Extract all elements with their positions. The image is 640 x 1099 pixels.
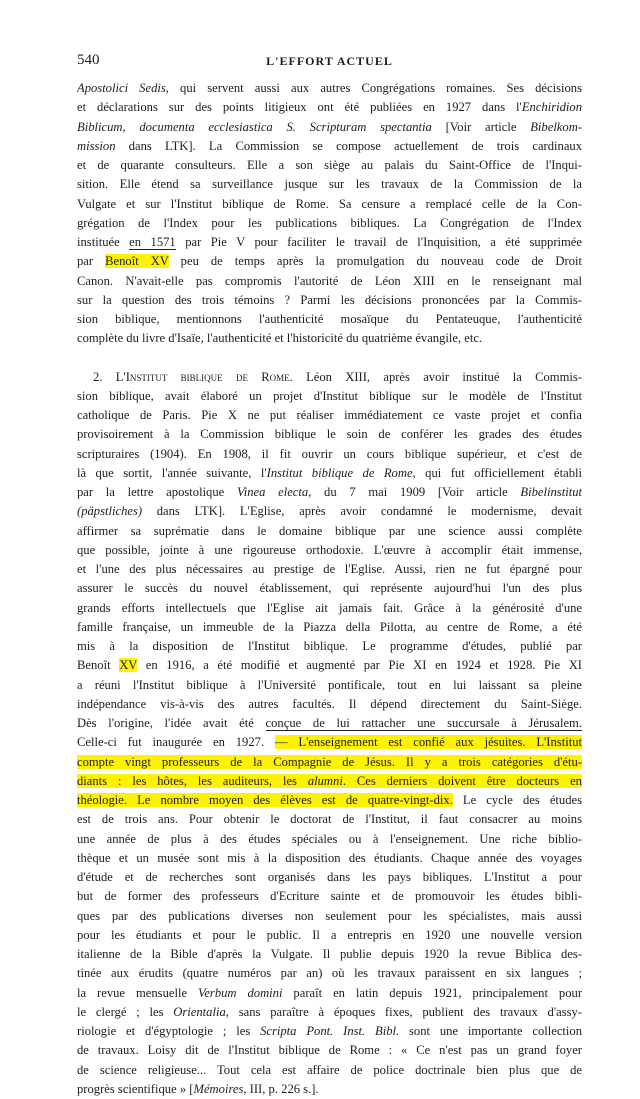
text-line: Celle-ci fut inaugurée en 1927. — L'enseignement est confié aux jésuites. L'Institut [77,733,582,752]
text-line: provisoirement à la Commission biblique le soin de conférer les grades des études [77,425,582,444]
text-line: but de former des professeurs d'Ecriture sainte et de promouvoir les études bibli- [77,887,582,906]
paragraph-gap [77,349,582,368]
text-line: scripturaires (1904). En 1908, il fit ouvrir un cours biblique supérieur, et c'est de [77,445,582,464]
underlined-text: conçue de lui rattacher une succursale à Jérusalem. [266,716,582,731]
text-line: et l'une des plus nécessaires au prestige de l'Eglise. Aussi, rien ne fut épargné pour [77,560,582,579]
highlighted-text: théologie. Le nombre moyen des élèves est de quatre-vingt-dix. [77,793,453,807]
text-line: indépendance vis-à-vis des autres facultés. Il dépend directement du Saint-Siège. [77,695,582,714]
text-line: grégation de l'Index pour les publications bibliques. La Congrégation de l'Index [77,214,582,233]
text-line: Apostolici Sedis, qui servent aussi aux autres Congrégations romaines. Ses décisions [77,79,582,98]
text-line: catholique de Paris. Pie X ne put réaliser immédiatement ce vaste projet et confia [77,406,582,425]
paragraph-institut [77,368,582,1099]
text-line: de science religieuse... Tout cela est affaire de police doctrinale bien plus que de [77,1061,582,1080]
text-line: famille française, un immeuble de la Piazza della Pilotta, au centre de Rome, a été [77,618,582,637]
text-line: assurer le succès du nouvel établissement, qui représente aujourd'hui l'un des plus [77,579,582,598]
text-line: sion biblique, avait élaboré un projet d'Institut biblique sur le modèle de l'Institut [77,387,582,406]
text-line: 2. L'Institut biblique de Rome. Léon XIII, après avoir institué la Commis- [77,368,582,387]
text-line [77,753,582,772]
page-body [77,79,582,1099]
text-line: complète du livre d'Isaïe, l'authenticité et l'historicité du quatrième évangile, etc. [77,329,582,348]
text-line: et déclarations sur des points litigieux ont été publiées en 1927 dans l'Enchiridion [77,98,582,117]
running-title: L'EFFORT ACTUEL [77,54,582,69]
text-line: là que sortit, l'année suivante, l'Institut biblique de Rome, qui fut officiellement établi [77,464,582,483]
text-line: pour les étudiants et pour le public. Il a entrepris en 1920 une nouvelle version [77,926,582,945]
page-number: 540 [77,52,100,69]
text-line: et de quarante consulteurs. Elle a son siège au palais du Saint-Office de l'Inqui- [77,156,582,175]
text-line: une année de plus à des études spéciales ou à l'enseignement. Une riche biblio- [77,830,582,849]
text-line: tinée aux érudits (quatre numéros par an) où les travaux paraissent en six langues ; [77,964,582,983]
text-line: Vulgate et sur l'Institut biblique de Rome. Sa censure a remplacé celle de la Con- [77,195,582,214]
text-line [77,772,582,791]
text-line: sur la question des trois témoins ? Parmi les décisions prononcées par la Commis- [77,291,582,310]
text-line: Benoît XV en 1916, a été modifié et augmenté par Pie XI en 1924 et 1928. Pie XI [77,656,582,675]
text-line: grands efforts intellectuels que l'Eglise ait jamais fait. Grâce à la générosité d'une [77,599,582,618]
text-line: par Benoît XV peu de temps après la promulgation du nouveau code de Droit [77,252,582,271]
text-line: mission dans LTK]. La Commission se compose actuellement de trois cardinaux [77,137,582,156]
text-line: Dès l'origine, l'idée avait été conçue de lui rattacher une succursale à Jérusalem. [77,714,582,733]
text-line: italienne de la Bible d'après la Vulgate. Il publie depuis 1920 la revue Biblica des- [77,945,582,964]
text-line: de travaux. Loisy dit de l'Institut biblique de Rome : « Ce n'est pas un grand foyer [77,1041,582,1060]
text-line: riologie et d'égyptologie ; les Scripta Pont. Inst. Bibl. sont une importante collection [77,1022,582,1041]
text-line: mis à la disposition de l'Institut biblique. Le programme d'études, publié par [77,637,582,656]
text-line: la revue mensuelle Verbum domini paraît en latin depuis 1921, principalement pour [77,984,582,1003]
highlighted-text: diants : les hôtes, les auditeurs, les alumni. Ces derniers doivent être docteurs en [77,774,582,788]
highlighted-text: compte vingt professeurs de la Compagnie de Jésus. Il y a trois catégories d'étu- [77,755,582,769]
text-line: sition. Elle étend sa surveillance jusque sur les travaux de la Commission de la [77,175,582,194]
text-line: Canon. N'avait-elle pas compromis l'autorité de Léon XIII en le renseignant mal [77,272,582,291]
paragraph-commission [77,79,582,349]
page-header [77,52,582,72]
text-line: (päpstliches) dans LTK]. L'Eglise, après avoir condamné le modernisme, devait [77,502,582,521]
text-line: Biblicum, documenta ecclesiastica S. Scripturam spectantia [Voir article Bibelkom- [77,118,582,137]
text-line: a réuni l'Institut biblique à l'Université pontificale, tout en lui laissant sa pleine [77,676,582,695]
text-line: ques par des publications diverses non seulement pour les spécialistes, mais aussi [77,907,582,926]
text-line: affirmer sa suprématie dans le domaine biblique par une science aussi complète [77,522,582,541]
text-line: par la lettre apostolique Vinea electa, du 7 mai 1909 [Voir article Bibelinstitut [77,483,582,502]
text-line: d'étude et de recherches sont organisés dans les pays bibliques. L'Institut a pour [77,868,582,887]
underlined-text: en 1571 [129,235,176,250]
text-line: est de trois ans. Pour obtenir le doctorat de l'Institut, il faut consacrer au moins [77,810,582,829]
text-line: instituée en 1571 par Pie V pour faciliter le travail de l'Inquisition, a été supprimée [77,233,582,252]
text-line: thèque et un musée sont mis à la disposition des étudiants. Chaque année des voyages [77,849,582,868]
highlighted-text: Benoît XV [105,254,169,268]
text-line: progrès scientifique » [Mémoires, III, p. 226 s.]. [77,1080,582,1099]
highlighted-text: — L'enseignement est confié aux jésuites. L'Institut [275,735,582,749]
text-line: théologie. Le nombre moyen des élèves est de quatre-vingt-dix. Le cycle des études [77,791,582,810]
text-line: sion biblique, mentionnons l'authenticité mosaïque du Pentateuque, l'authenticité [77,310,582,329]
highlighted-text: XV [119,658,137,672]
text-line: le clergé ; les Orientalia, sans paraître à époques fixes, publient des travaux d'assy- [77,1003,582,1022]
text-line: que possible, jointe à une rigoureuse orthodoxie. L'œuvre à accomplir était immense, [77,541,582,560]
section-heading: L'Institut biblique de Rome [116,370,290,384]
